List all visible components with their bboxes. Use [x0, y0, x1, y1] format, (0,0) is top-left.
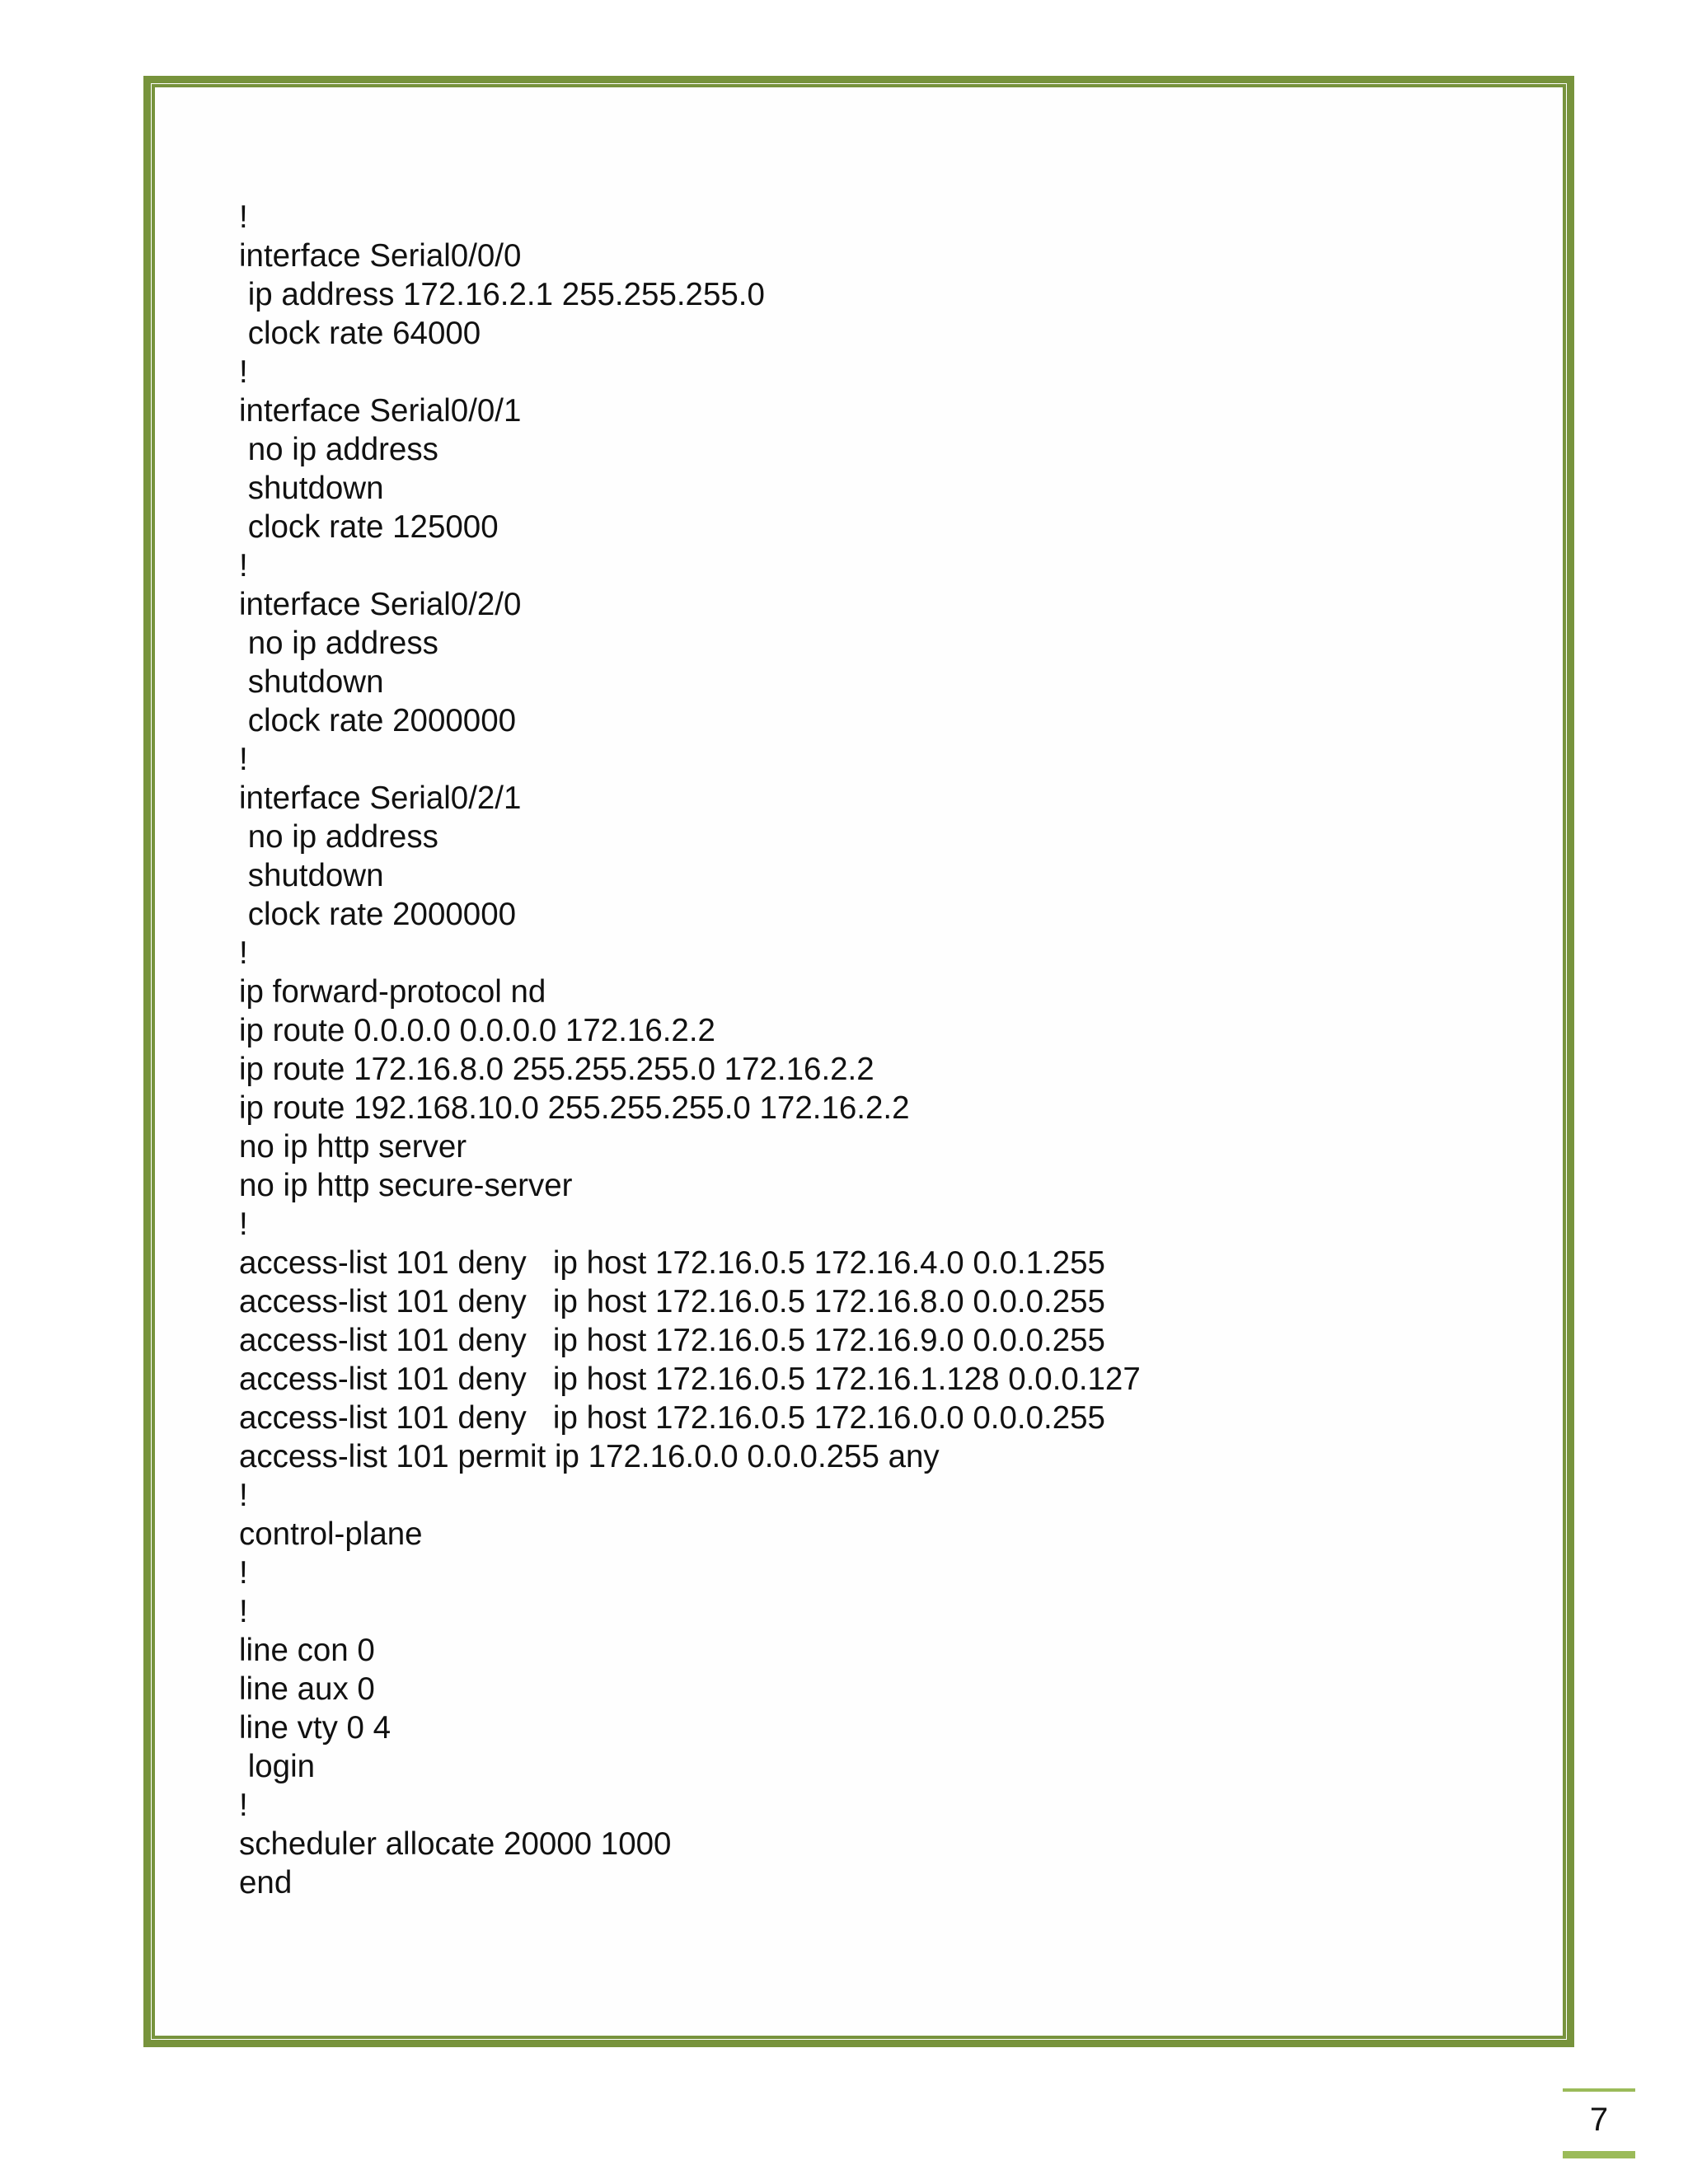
config-line: shutdown — [239, 664, 384, 700]
config-line: no ip address — [239, 432, 438, 467]
config-line: ! — [239, 199, 248, 235]
page-number-rule-top — [1563, 2088, 1635, 2092]
config-line: ! — [239, 354, 248, 390]
config-line: clock rate 2000000 — [239, 897, 517, 932]
config-line: no ip address — [239, 626, 438, 661]
config-line: shutdown — [239, 858, 384, 893]
config-line: no ip http server — [239, 1129, 467, 1165]
config-line: ! — [239, 1594, 248, 1629]
config-line: clock rate 125000 — [239, 509, 499, 545]
config-line: access-list 101 deny ip host 172.16.0.5 172.16.4.0 0.0.1.255 — [239, 1245, 1105, 1281]
config-line: ! — [239, 1788, 248, 1823]
config-line: ! — [239, 1207, 248, 1242]
config-line: access-list 101 deny ip host 172.16.0.5 172.16.9.0 0.0.0.255 — [239, 1323, 1105, 1358]
config-line: scheduler allocate 20000 1000 — [239, 1826, 672, 1862]
config-line: ip forward-protocol nd — [239, 974, 546, 1010]
config-line: ip address 172.16.2.1 255.255.255.0 — [239, 277, 765, 312]
config-line: no ip http secure-server — [239, 1168, 573, 1203]
config-line: ip route 192.168.10.0 255.255.255.0 172.16.2.2 — [239, 1090, 910, 1126]
config-line: access-list 101 deny ip host 172.16.0.5 172.16.1.128 0.0.0.127 — [239, 1361, 1141, 1397]
config-line: line aux 0 — [239, 1671, 375, 1707]
config-line: ! — [239, 935, 248, 971]
config-line: shutdown — [239, 471, 384, 506]
config-line: control-plane — [239, 1516, 423, 1552]
config-line: ! — [239, 548, 248, 583]
config-line: interface Serial0/0/1 — [239, 393, 522, 429]
page-number-rule-bottom — [1563, 2151, 1635, 2158]
config-line: ! — [239, 1478, 248, 1513]
config-line: line vty 0 4 — [239, 1710, 392, 1746]
config-line: access-list 101 deny ip host 172.16.0.5 172.16.0.0 0.0.0.255 — [239, 1400, 1105, 1436]
config-line: clock rate 2000000 — [239, 703, 517, 738]
router-config-listing — [239, 198, 1508, 1902]
config-line: ip route 0.0.0.0 0.0.0.0 172.16.2.2 — [239, 1013, 715, 1048]
config-line: no ip address — [239, 819, 438, 855]
config-line: end — [239, 1865, 293, 1900]
config-line: line con 0 — [239, 1633, 375, 1668]
config-line: clock rate 64000 — [239, 316, 481, 351]
config-line: interface Serial0/2/1 — [239, 780, 522, 816]
config-line: ! — [239, 1555, 248, 1591]
config-line: interface Serial0/2/0 — [239, 587, 522, 622]
config-line: access-list 101 deny ip host 172.16.0.5 172.16.8.0 0.0.0.255 — [239, 1284, 1105, 1319]
config-line: access-list 101 permit ip 172.16.0.0 0.0.0.255 any — [239, 1439, 940, 1474]
config-line: login — [239, 1749, 316, 1784]
config-line: interface Serial0/0/0 — [239, 238, 522, 274]
config-line: ip route 172.16.8.0 255.255.255.0 172.16.2.2 — [239, 1052, 874, 1087]
page-number: 7 — [1589, 2102, 1609, 2138]
config-line: ! — [239, 742, 248, 777]
page-number-block — [1563, 2088, 1635, 2159]
